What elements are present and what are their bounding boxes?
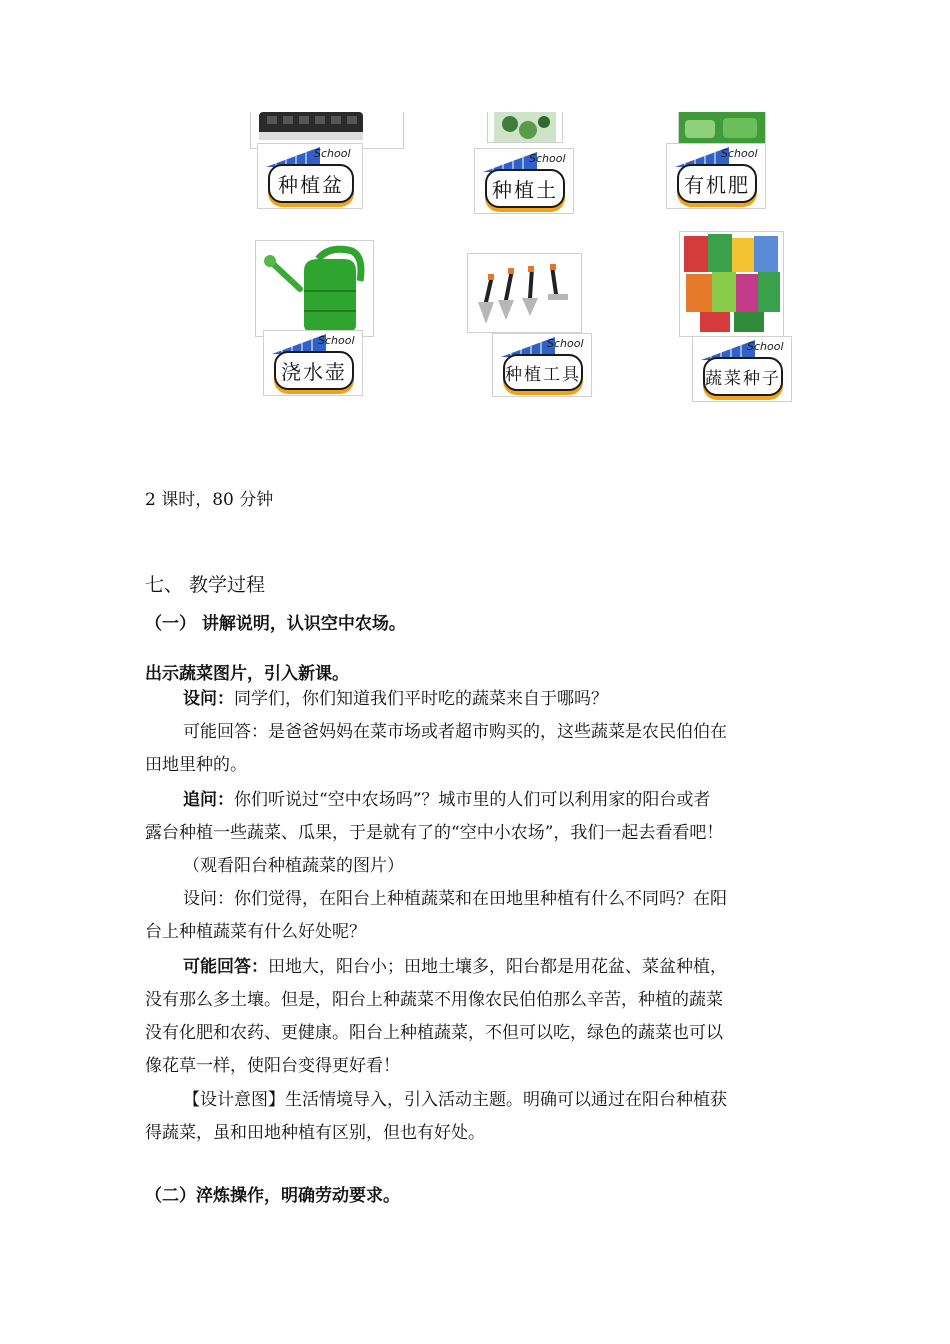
label-card-soil: [474, 148, 574, 214]
question-3-line-2: 台上种植蔬菜有什么好处呢？: [145, 922, 366, 942]
material-label: 种植盆: [268, 164, 354, 203]
question-2-line-1: [183, 788, 710, 812]
school-badge-text: School: [318, 334, 355, 347]
label-card-planter: [257, 143, 363, 209]
question-2-line-2: 露台种植一些蔬菜、瓜果，于是就有了的“空中小农场”，我们一起去看看吧！: [145, 823, 724, 843]
school-badge-text: School: [721, 147, 758, 160]
fertilizer-bag-image: [678, 112, 766, 145]
viewing-note: （观看阳台种植蔬菜的图片）: [183, 856, 404, 876]
answer-2-line-2: 没有那么多土壤。但是，阳台上种蔬菜不用像农民伯伯那么辛苦，种植的蔬菜: [145, 990, 723, 1010]
course-duration: 2 课时，80 分钟: [145, 490, 274, 510]
seed-packets-image: [679, 231, 784, 337]
label-card-tools: [492, 333, 592, 397]
school-badge-text: School: [547, 337, 584, 350]
part1-subheading: 出示蔬菜图片，引入新课。: [145, 664, 349, 684]
question-text: 同学们，你们知道我们平时吃的蔬菜来自于哪吗？: [234, 689, 608, 709]
question-3-line-1: 设问：你们觉得，在阳台上种植蔬菜和在田地里种植有什么不同吗？在阳: [183, 889, 727, 909]
answer-1-line-2: 田地里种的。: [145, 755, 247, 775]
label-card-watering-can: [263, 330, 363, 396]
garden-tools-image: [467, 253, 582, 333]
design-intent-line-1: 【设计意图】生活情境导入，引入活动主题。明确可以通过在阳台种植获: [183, 1090, 727, 1110]
part1-heading: （一） 讲解说明，认识空中农场。: [145, 614, 406, 634]
answer-2-line-4: 像花草一样，使阳台变得更好看！: [145, 1056, 400, 1076]
potting-soil-bag-image: [487, 112, 563, 143]
answer-label: 可能回答：: [183, 957, 268, 977]
question-text: 你们听说过“空中农场吗”？城市里的人们可以利用家的阳台或者: [234, 790, 711, 810]
material-label: 蔬菜种子: [703, 357, 783, 396]
design-intent-line-2: 得蔬菜，虽和田地种植有区别，但也有好处。: [145, 1123, 485, 1143]
answer-1-line-1: 可能回答：是爸爸妈妈在菜市场或者超市购买的，这些蔬菜是农民伯伯在: [183, 722, 727, 742]
school-badge-text: School: [314, 147, 351, 160]
label-card-seeds: [692, 336, 792, 402]
part2-heading: （二）淬炼操作，明确劳动要求。: [145, 1186, 400, 1206]
question-label: 设问：: [183, 689, 234, 709]
answer-2-line-3: 没有化肥和农药、更健康。阳台上种植蔬菜，不但可以吃，绿色的蔬菜也可以: [145, 1023, 723, 1043]
answer-2-line-1: [183, 955, 727, 979]
watering-can-image: [255, 240, 374, 337]
material-label: 种植工具: [503, 354, 583, 391]
material-label: 有机肥: [677, 164, 757, 203]
section-heading: 七、 教学过程: [145, 574, 266, 596]
question-label: 追问：: [183, 790, 234, 810]
answer-text: 田地大，阳台小；田地土壤多，阳台都是用花盆、菜盆种植，: [268, 957, 727, 977]
school-badge-text: School: [529, 152, 566, 165]
material-label: 种植土: [485, 169, 565, 208]
label-card-fertilizer: [666, 143, 766, 209]
school-badge-text: School: [747, 340, 784, 353]
material-label: 浇水壶: [274, 351, 354, 390]
question-1: [183, 687, 608, 711]
